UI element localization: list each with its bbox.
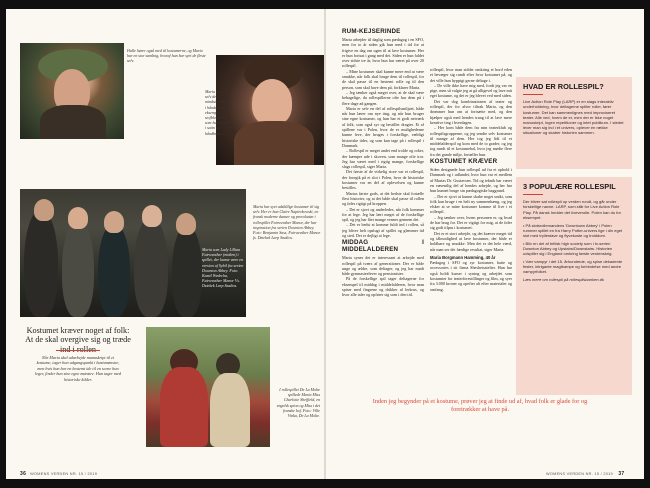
paragraph: Siden designede hun rollespil ud fra et ophold i Danmark og i udlandet, hvor hun var et medlem af Marias Dr. Gustavsen. Tid og teknik har været en væsentlig del af hendes arbejde, og her har hun kunnet bruge sin pædagogiske baggrund. <box>430 167 512 194</box>
caption-hats: Halle hører også med til kostumerne, og Maria har en stor samling, hvoraf hun har syet de fleste selv. <box>127 48 206 64</box>
gutter <box>324 9 326 479</box>
box2-heading: 3 POPULÆRE ROLLESPIL <box>523 182 616 191</box>
column-1 <box>342 27 424 399</box>
title-rule <box>56 350 100 351</box>
pull-quote: Inden jeg begynder på et kostume, prøver jeg at finde ud af, hvad folk er glade for og foretrækker at have på. <box>372 398 588 413</box>
folio-right-text: WOMENS VERDEN NR. 15 / 2019 <box>546 472 613 476</box>
paragraph: – Det er sjovt at kunne skabe noget unikt, som folk kan bruge i en helt ny sammenhæng, og jeg elsker at se mine kostumer komme til live i et rollespil. <box>430 193 512 215</box>
paragraph: – Det er sjovt og anderledes, når folk kommer for at lege. Jeg har lært meget af de forskellige spil, og jeg har fået mange venner gennem det. <box>342 206 424 223</box>
photo-garden-costumes <box>146 327 270 447</box>
column-2 <box>430 67 512 399</box>
paragraph: – De ville ikke have mig med, fordi jeg var en pige, men så valgte jeg at gå alligevel og lave mit eget kostume, og det er jeg blevet ved med siden. <box>430 82 512 99</box>
page-number-left: 36 <box>20 471 27 477</box>
photo-woman-with-hat <box>20 43 124 139</box>
paragraph: Marias første gods, at det bedste skal fortælle flest historier, og at det både skal passe til rollen og føles rigtigt på kroppen. <box>342 190 424 207</box>
box1-text: Live Action Role Play (LARP) er en slags interaktiv underholdning, hvor deltagerne spiller roller, fører kostumer. Det kan sammenlignes med improviseret teater. Alle ved, hvem de er, men der er ikke noget manuskript, ingen repetitioner og intet publikum. I stedet lever man sig ind i et univers, oplever en række situationer og skaber historien sammen. <box>523 99 624 135</box>
box-what-is-larp <box>516 77 632 169</box>
paragraph: – Jeg tænker over, hvem personen er, og hvad de har brug for. Det er vigtigt for mig, at de føler sig godt tilpas i kostumet. <box>430 214 512 231</box>
paragraph: Det var dog kombinationen af teater og rollespil, der for alvor tiltrak Maria, og den drømmer hun om at fortsætte med, og den hjælper også med hendes trang til at lave mere kreative ting i hverdagen. <box>430 98 512 125</box>
caption-claire: Maria har syet adskillige kostumer til sig selv. Her er hun Claire Napierkowski, en fransk moderne danser og provokatør i rollespillet Fairweather Manor, der har inspiration fra serien Downton Abbey. Foto: Benjamin Sass, Fairweather Manor fs. Dziekek Larp Studios. <box>253 204 321 241</box>
box1-heading: HVAD ER ROLLESPIL? <box>523 82 604 91</box>
paragraph: – Det er bedst at komme fuldt ind i rollen, så jeg bliver helt opslugt af spillet og glemmer tid og sted. Det er dejligt at lege. <box>342 222 424 238</box>
paragraph: – Mine kostumer skal kunne mere end at være smukke, når folk skal bruge dem til rollespil, for de skal passe til en bestemt rolle og til den person, som skal have dem på, forklarer Maria. <box>342 68 424 90</box>
box1-rule <box>523 94 543 95</box>
paragraph: – Jeg tænker også meget over, at de skal være behagelige, da rollespillerne ofte har dem på i flere dage ad gangen. <box>342 89 424 106</box>
byline-text: Pædagog i SFO og syr kostumer, hatte og accessories i sit firma Shesheisatelier. Hun har også holdt kurser i syning og arbejdet som kostumier for teaterforestillinger og film, og syer fra 3.000 kroner og opefter alt efter materialer og omfang. <box>430 260 512 292</box>
paragraph: Maria synes det er interessant at arbejde med rollespil på tværs af generationer. Der er både unge og ældre, som deltager, og jeg har mødt både gymnasieelever og pensionister. <box>342 255 424 277</box>
caption-detail: Maria laver selv den mindste detalje i hånden, for eksempel stofblomster, som hun klipper i satin og håndbrænder. <box>205 89 231 136</box>
box2-rule <box>523 194 543 195</box>
folio-left-text: WOMENS VERDEN NR. 15 / 2019 <box>30 472 98 476</box>
box2-body <box>523 199 625 282</box>
caption-de-la-molte: I rollespillet De La Molte spillede Maria Miss Charlotte Sheffield, en engelsk spion og Miss i det franske hof. Foto: Ville Vinka, De La Molte. <box>276 387 320 419</box>
photo-portrait <box>216 55 324 165</box>
paragraph: – Rollespil er meget andet end trolde og orker, der kæmper ude i skoven, som mange ofte tror. Jeg har været med i rigtig mange, forskellige slags rollespil, siger Maria. <box>342 148 424 170</box>
byline-name: Maria Borgmann Hamming, 40 år <box>430 254 496 260</box>
box2-item: • Bliv en del af britisk high society som i tv-serien Downton Abbey og Upstairs/Downstairs. Historien udspiller sig i England omkring første verdenskrig. <box>523 240 613 256</box>
box-popular-larps <box>516 177 632 395</box>
article-intro: Når Maria skal udarbejde manuskript til et kostume, tager hun udgangspunkt i basismønstre, men hvis hun har en bestemt ide til en scene hun leger, finder hun sine egne mønstre. Hun tager med historiske kilder. <box>35 355 121 382</box>
article-title: Kostumet kræver noget af folk: At de skal overgive sig og træde <box>25 326 131 345</box>
paragraph: – Her kom både dem fra min teaterklub og rollespilsgrupperne, og jeg sendte selv kostumer til mange af dem. Her tog jeg lidt til et middelalderspil og kom med de to grader, og jeg tog rundt til et kostumebal, hvor jeg mødte flere fra det gamle miljø, fortæller hun. <box>430 125 512 157</box>
box2-intro: Der bliver sat rollespil op verden rundt, og går under forskellige navne. LARP, som står for Live Action Role Play. På dansk hedder det liveverolle. Polen kan du for eksempel: <box>523 199 622 220</box>
heading-rum-kejserinde: RUM-KEJSERINDE <box>342 28 401 35</box>
page-number-right: 37 <box>618 471 625 477</box>
paragraph: Maria arbejder til daglig som pædagog i en SFO, men for to år siden gik hun med i tid for at frigive en dag om ugen til at lave kostumer. Her er hun fortsat i gang med det. Siden er hun faldet over sidste tre år, hvor hun har været på over 20 rollespil. <box>342 37 424 69</box>
magazine-spread <box>6 9 644 479</box>
paragraph: Det er et stort arbejde, og det kræver meget tid og tålmodighed at lave kostumer, der både er holdbare og smukke. Men det er det hele værd, når man ser det færdige resultat, siger Maria. <box>430 230 512 252</box>
paragraph: Det første af de virkelig store var et rollespil, der foregik på et slot i Polen, hvor de historiske kostumer var en del af oplevelsen og kunne bestilles. <box>342 169 424 191</box>
folio-left <box>20 471 97 477</box>
caption-group: Maria som Lady Lillian Fairweather (midten) i spillet, der kunne være en version af Sybil fra serien Downton Abbey. Foto: Kamil Wedecha, Fairweather Manor Vs. Dziekek Larp Studios. <box>202 247 244 289</box>
paragraph: rollespil, hvor man sidder omkring et bord eden et bevæger sig rundt efter hvor kostumet på, og det ville hun hyppigt gerne deltage i. <box>430 67 512 83</box>
box2-item: • På slotsrollemandens 'Downtown Abbey' i Polen rummer spillet en fra Harry Potter-univers lige i din eget slot med tryllestave og flyvekoste og trolddom. <box>523 222 623 238</box>
paragraph: Maria er selv en del af rollespilsmiljøet, både når hun lærer om nye ting, og når hun bruger sine egne kostumer, og hun har et godt netværk af folk, som også syr og bestiller dragter. Et af spillene var i Polen, hvor de er mulighederne kunne leve, der bruges i forskellige, vældigt historiske tider, og som kan tage på i rollespil i Danmark. <box>342 105 424 148</box>
heading-kostumet-kraever: KOSTUMET KRÆVER <box>430 158 498 166</box>
box2-footer: Læs mere om rollespil på rollespilsbanken.dk <box>523 277 604 283</box>
heading-middag: MIDDAG I MIDDELALDEREN <box>342 239 424 254</box>
folio-right <box>546 471 629 477</box>
paragraph: På de forskellige spil tager deltagerne for eksempel til middag i middelalderen, hvor man spiser med fingrene og drikker af lerkrus, og hvor alle taler og opfører sig som i den tid. <box>342 276 424 298</box>
box2-item: • Vær vampyr i det 15. århundrede, og spise dekadente fester, intrigante magtkampe og forbindelse med andre vampyrfolket. <box>523 258 623 274</box>
